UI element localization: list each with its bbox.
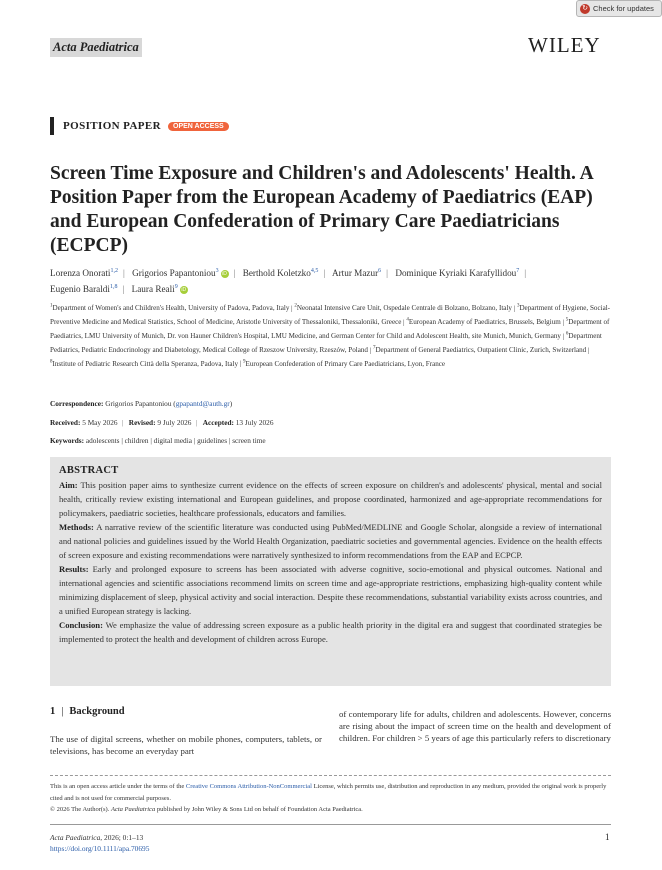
article-type-row [50,117,229,135]
page-number: 1 [605,832,610,842]
open-access-badge: OPEN ACCESS [168,122,229,131]
orcid-icon[interactable]: iD [222,271,227,278]
affiliation: $^7$Department of General Paediatrics, Outpatient Clinic, Zurich, Switzerland [372,345,587,354]
keyword[interactable]: screen time [232,436,266,445]
keyword[interactable]: children [124,436,149,445]
keyword[interactable]: digital media [153,436,192,445]
doi-link[interactable]: https://doi.org/10.1111/apa.70695 [50,844,150,853]
journal-name: Acta Paediatrica [50,38,142,57]
section-heading: 1 | Background [50,706,125,717]
keywords: Keywords: adolescents | children | digital media | guidelines | screen time [50,436,266,445]
check-for-updates-label: Check for updates [593,4,654,13]
affiliation: $^6$Department Pediatrics, Pediatric Endocrinology and Diabetology, Medical College of Rzeszow University, Rzeszów, Poland [50,331,602,354]
article-dates: Received: 5 May 2026 | Revised: 9 July 2026 | Accepted: 13 July 2026 [50,418,274,427]
license-note: This is an open access article under the terms of the Creative Commons Attribution-NonCommercial License, which permits use, distribution and reproduction in any medium, provided the original work is properly cited and is not used for commercial purposes. © 2026 The Author(s). Acta Paediatrica published by John Wiley & Sons Ltd on behalf of Foundation Acta Paediatrica. [50,783,607,813]
email-link[interactable]: gpapantd@auth.gr [175,399,230,408]
abstract-heading: ABSTRACT [59,465,119,476]
citation-footer: Acta Paediatrica, 2026; 0:1–13 https://doi.org/10.1111/apa.70695 [50,833,150,853]
author[interactable]: Laura Reali$^9$iD [131,284,187,295]
abstract-methods: Methods: A narrative review of the scientific literature was conducted using PubMed/MEDLINE and Google Scholar, alongside a review of international and national policies and guidelines issued by the World Health Organization, paediatric societies and governmental agencies. Evidence on the health effects of screen exposure and existing recommendations were narratively synthesized to inform recommendations from the EAP and ECPCP. [59,522,602,560]
article-type-label: POSITION PAPER [63,120,161,132]
author[interactable]: Lorenza Onorati$^{1,2}$ [50,268,118,279]
body-text-right: of contemporary life for adults, children and adolescents. However, concerns are rising about the impact of screen time on the health and development of children. For children > 5 years of age this particularly refers to discretionary [339,709,611,743]
author-list: Lorenza Onorati$^{1,2}$ | Grigorios Papantoniou$^3$iD | Berthold Koletzko$^{4,5}$ | Artur Mazur$^6$ | Dominique Kyriaki Karafyllidou$^7$ | Eugenio Baraldi$^{1,8}$ | Laura Reali$^9$iD [50,268,527,295]
check-for-updates-button[interactable] [576,0,662,17]
affiliation: $^1$Department of Women's and Children's Health, University of Padova, Padova, Italy [50,304,290,313]
orcid-icon[interactable]: iD [181,287,187,294]
publisher-logo: WILEY [528,33,601,57]
abstract-box [50,457,611,686]
keyword[interactable]: adolescents [85,436,120,445]
affiliation: $^5$Department of Paediatrics, LMU University of Munich, Dr. von Hauner Children's Hospital, LMU Medicine, and German Center for Child and Adolescent Health, site Munich, Munich, Germany [50,317,610,341]
keyword[interactable]: guidelines [197,436,228,445]
author[interactable]: Grigorios Papantoniou$^3$iD [132,268,227,279]
author[interactable]: Eugenio Baraldi$^{1,8}$ [50,284,118,295]
footer-divider [50,824,611,825]
article-title: Screen Time Exposure and Children's and Adolescents' Health. A Position Paper from the European Academy of Paediatrics (EAP) and European Confederation of Primary Care Paediatricians (ECPCP) [50,163,593,256]
footnote-divider [50,775,611,776]
correspondence: Correspondence: Grigorios Papantoniou (gpapantd@auth.gr) [50,399,233,408]
affiliation: $^9$European Confederation of Primary Care Paediatricians, Lyon, France [243,359,446,368]
author[interactable]: Berthold Koletzko$^{4,5}$ [242,268,319,279]
author[interactable]: Dominique Kyriaki Karafyllidou$^7$ [395,268,520,279]
affiliation: $^2$Neonatal Intensive Care Unit, Ospedale Centrale di Bolzano, Bolzano, Italy [294,304,512,313]
affiliation: $^4$European Academy of Paediatrics, Brussels, Belgium [406,317,561,327]
abstract-conclusion: Conclusion: We emphasize the value of addressing screen exposure as a public health priority in the digital era and suggest that coordinated strategies be implemented to protect the health and development of children across Europe. [59,620,602,644]
article-type-bar [50,117,54,135]
affiliation: $^3$Department of Hygiene, Social-Preventive Medicine and Medical Statistics, School of Medicine, Aristotle University of Thessaloniki, Thessaloniki, Greece [50,304,611,327]
affiliations: $^1$Department of Women's and Children's Health, University of Padova, Padova, Italy | $^2$Neonatal Intensive Care Unit, Ospedale Centrale di Bolzano, Bolzano, Italy | $^3$Department of Hygiene, Social-Preventive Medicine and Medical Statistics, School of Medicine, Aristotle University of Thessaloniki, Thessaloniki, Greece | $^4$European Academy of Paediatrics, Brussels, Belgium | $^5$Department of Paediatrics, LMU University of Munich, Dr. von Hauner Children's Hospital, LMU Medicine, and German Center for Child and Adolescent Health, site Munich, Munich, Germany | $^6$Department Pediatrics, Pediatric Endocrinology and Diabetology, Medical College of Rzeszow University, Rzeszów, Poland | $^7$Department of General Paediatrics, Outpatient Clinic, Zurich, Switzerland | $^8$Institute of Pediatric Research Città della Speranza, Padova, Italy | $^9$European Confederation of Primary Care Paediatricians, Lyon, France [50,304,611,368]
abstract-aim: Aim: This position paper aims to synthesize current evidence on the effects of screen exposure on children's and adolescents' physical, mental and social health, critically review existing international and European guidelines, and propose coordinated, harmonized and age-appropriate recommendations for policymakers, paediatric societies, healthcare professionals, educators and families. [59,480,602,518]
author[interactable]: Artur Mazur$^6$ [331,268,382,279]
affiliation: $^8$Institute of Pediatric Research Città della Speranza, Padova, Italy [50,359,239,368]
abstract-results: Results: Early and prolonged exposure to screens has been associated with adverse cognitive, socio-emotional and physical outcomes. National and international agencies and scientific associations recommend limits on screen time and age-appropriate restrictions, emphasizing high-quality content while minimizing displacement of sleep, physical activity and social interaction. Despite these recommendations, substantial variability exists across countries, and a unified European strategy is lacking. [59,564,602,616]
body-text-left: The use of digital screens, whether on mobile phones, computers, tablets, or televisions, has become an everyday part [50,734,322,756]
refresh-icon: ↻ [580,4,590,14]
license-link[interactable]: Creative Commons Attribution-NonCommercial [185,783,312,790]
